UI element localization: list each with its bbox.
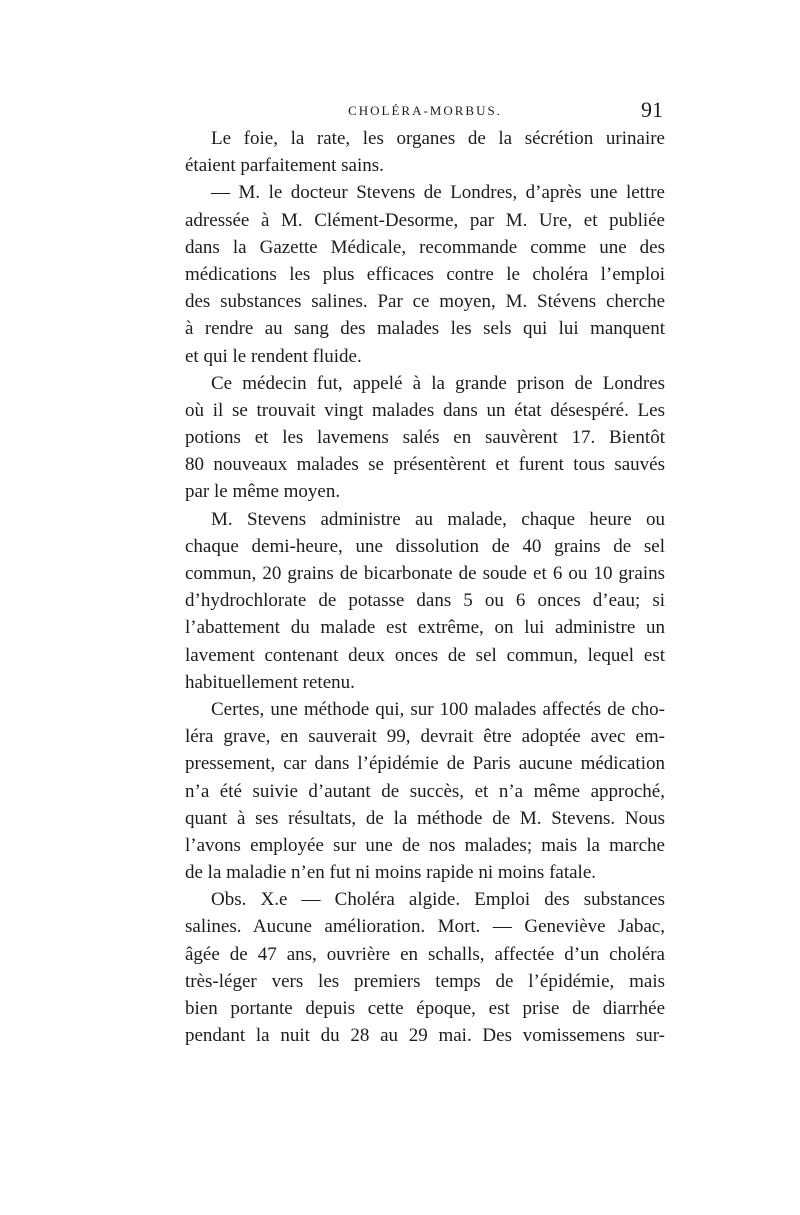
text-line: très-léger vers les premiers temps de l’épidémie, mais — [185, 970, 665, 992]
text-line: étaient parfaitement sains. — [185, 155, 384, 177]
text-line: l’abattement du malade est extrême, on lui administre un — [185, 617, 665, 639]
text-line: n’a été suivie d’autant de succès, et n’a même approché, — [185, 780, 665, 802]
text-line: dans la Gazette Médicale, recommande comme une des — [185, 236, 665, 258]
text-line: médications les plus efficaces contre le choléra l’emploi — [185, 263, 665, 285]
text-line: salines. Aucune amélioration. Mort. — Geneviève Jabac, — [185, 916, 665, 938]
text-line: — M. le docteur Stevens de Londres, d’après une lettre — [211, 182, 665, 204]
text-line: Le foie, la rate, les organes de la sécrétion urinaire — [211, 128, 665, 149]
text-line: habituellement retenu. — [185, 671, 355, 693]
running-title: CHOLÉRA-MORBUS. — [348, 103, 502, 118]
text-line: léra grave, en sauverait 99, devrait être adoptée avec em- — [185, 726, 665, 748]
text-line: Obs. X.e — Choléra algide. Emploi des substances — [211, 889, 665, 911]
text-line: pressement, car dans l’épidémie de Paris aucune médication — [185, 753, 665, 775]
text-line: pendant la nuit du 28 au 29 mai. Des vomissemens sur- — [185, 1025, 665, 1047]
text-line: d’hydrochlorate de potasse dans 5 ou 6 onces d’eau; si — [185, 590, 665, 612]
page-header — [185, 97, 665, 125]
text-line: quant à ses résultats, de la méthode de M. Stevens. Nous — [185, 807, 665, 829]
text-line: bien portante depuis cette époque, est prise de diarrhée — [185, 998, 665, 1019]
text-line: chaque demi-heure, une dissolution de 40 grains de sel — [185, 535, 665, 557]
text-line: de la maladie n’en fut ni moins rapide ni moins fatale. — [185, 862, 597, 884]
text-line: par le même moyen. — [185, 481, 341, 503]
body-text — [185, 125, 665, 1049]
text-line: adressée à M. Clément-Desorme, par M. Ure, et publiée — [185, 209, 665, 231]
text-line: M. Stevens administre au malade, chaque heure ou — [211, 508, 665, 530]
text-line: à rendre au sang des malades les sels qui lui manquent — [185, 318, 665, 340]
text-line: où il se trouvait vingt malades dans un état désespéré. Les — [185, 399, 665, 421]
text-line: 80 nouveaux malades se présentèrent et furent tous sauvés — [185, 454, 665, 476]
text-line: potions et les lavemens salés en sauvèrent 17. Bientôt — [185, 427, 665, 449]
text-line: âgée de 47 ans, ouvrière en schalls, affectée d’un choléra — [185, 943, 665, 965]
page-number: 91 — [641, 97, 663, 122]
text-line: l’avons employée sur une de nos malades; mais la marche — [185, 834, 665, 856]
text-line: lavement contenant deux onces de sel commun, lequel est — [185, 644, 665, 666]
text-line: des substances salines. Par ce moyen, M. Stévens cherche — [185, 291, 665, 313]
text-line: commun, 20 grains de bicarbonate de soude et 6 ou 10 grains — [185, 563, 665, 584]
text-line: Certes, une méthode qui, sur 100 malades affectés de cho- — [211, 698, 665, 720]
text-line: et qui le rendent fluide. — [185, 345, 362, 367]
text-line: Ce médecin fut, appelé à la grande prison de Londres — [211, 372, 665, 394]
